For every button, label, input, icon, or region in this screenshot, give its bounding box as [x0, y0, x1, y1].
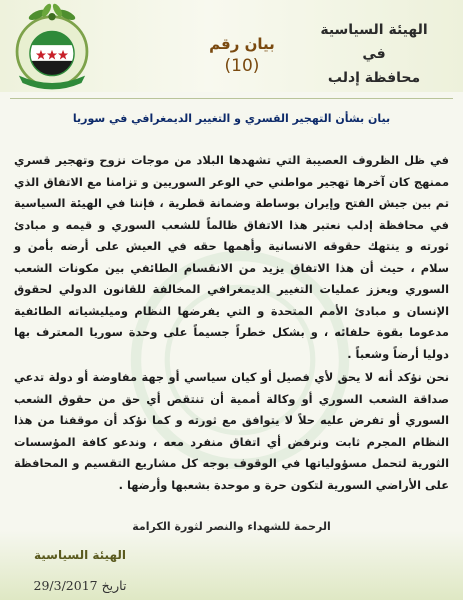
body-paragraph: نحن نؤكد أنه لا يحق لأي فصيل أو كيان سياسي أو جهة مفاوضة أو دولة تدعي صداقة الشعب السوري أو وكالة أممية أن تنتقص أي حق من حقوق الشعب السوري أو تفرض عليه حلاً لا يتوافق مع ثورته و كما نؤكد أن موقفنا من هذا النظام المجرم ثابت ونرفض أي اتفاق منفرد معه ، وندعو كافة المؤسسات الثورية لتحمل مسؤولياتها في الوقوف بوجه كل مشاريع التقسيم و المحافظة على الأراضي السورية لتكون حرة و موحدة بشعبها وأرضها .: [14, 370, 449, 492]
statement-number: (10): [224, 56, 260, 76]
statement-number-block: [182, 34, 302, 78]
organization-header: [299, 18, 449, 90]
org-line-2: في: [362, 46, 386, 62]
closing-line: الرحمة للشهداء والنصر لثورة الكرامة: [132, 520, 331, 533]
signature-date: تاريخ 29/3/2017: [33, 578, 127, 593]
signature-org: الهيئة السياسية: [33, 548, 126, 562]
statement-body: [14, 150, 449, 498]
org-line-3: محافظة إدلب: [327, 70, 421, 86]
statement-subject: بيان بشأن التهجير القسري و التغيير الديمغرافي في سوريا: [72, 112, 391, 125]
signature-block: [20, 545, 140, 599]
header-divider: [10, 98, 453, 99]
organization-logo: [6, 2, 98, 94]
body-paragraph: في ظل الظروف العصيبة التي تشهدها البلاد من موجات نزوح وتهجير قسري ممنهج كان آخرها تهجير مواطني حي الوعر السوريين و تزامنا مع الاتفاق الذي تم بين جيش الفتح وإيران بوساطة وضمانة قطرية ، فإننا في الهيئة السياسية في محافظة إدلب نعتبر هذا الاتفاق ظالماً للشعب السوري و قيمه و مبادئ ثورته و ينتهك حقوقه الانسانية وأهمها حقه في العيش على أرضه بأمن و سلام ، حيث أن هذا الاتفاق يزيد من الانقسام الطائفي بين مكونات الشعب السوري ويعزز عمليات التغيير الديمغرافي المخالفة للقانون الدولي لحقوق الإنسان و مبادئ الأمم المتحدة و التي يفرضها النظام وميليشياته الطائفية مدعوما بقوة حلفائه ، و بشكل خطراً جسيماً على وحدة سوريا المعترف بها دوليا أرضاً وشعباً .: [14, 153, 449, 361]
org-line-1: الهيئة السياسية: [320, 22, 428, 38]
statement-title: بيان رقم: [209, 35, 275, 53]
